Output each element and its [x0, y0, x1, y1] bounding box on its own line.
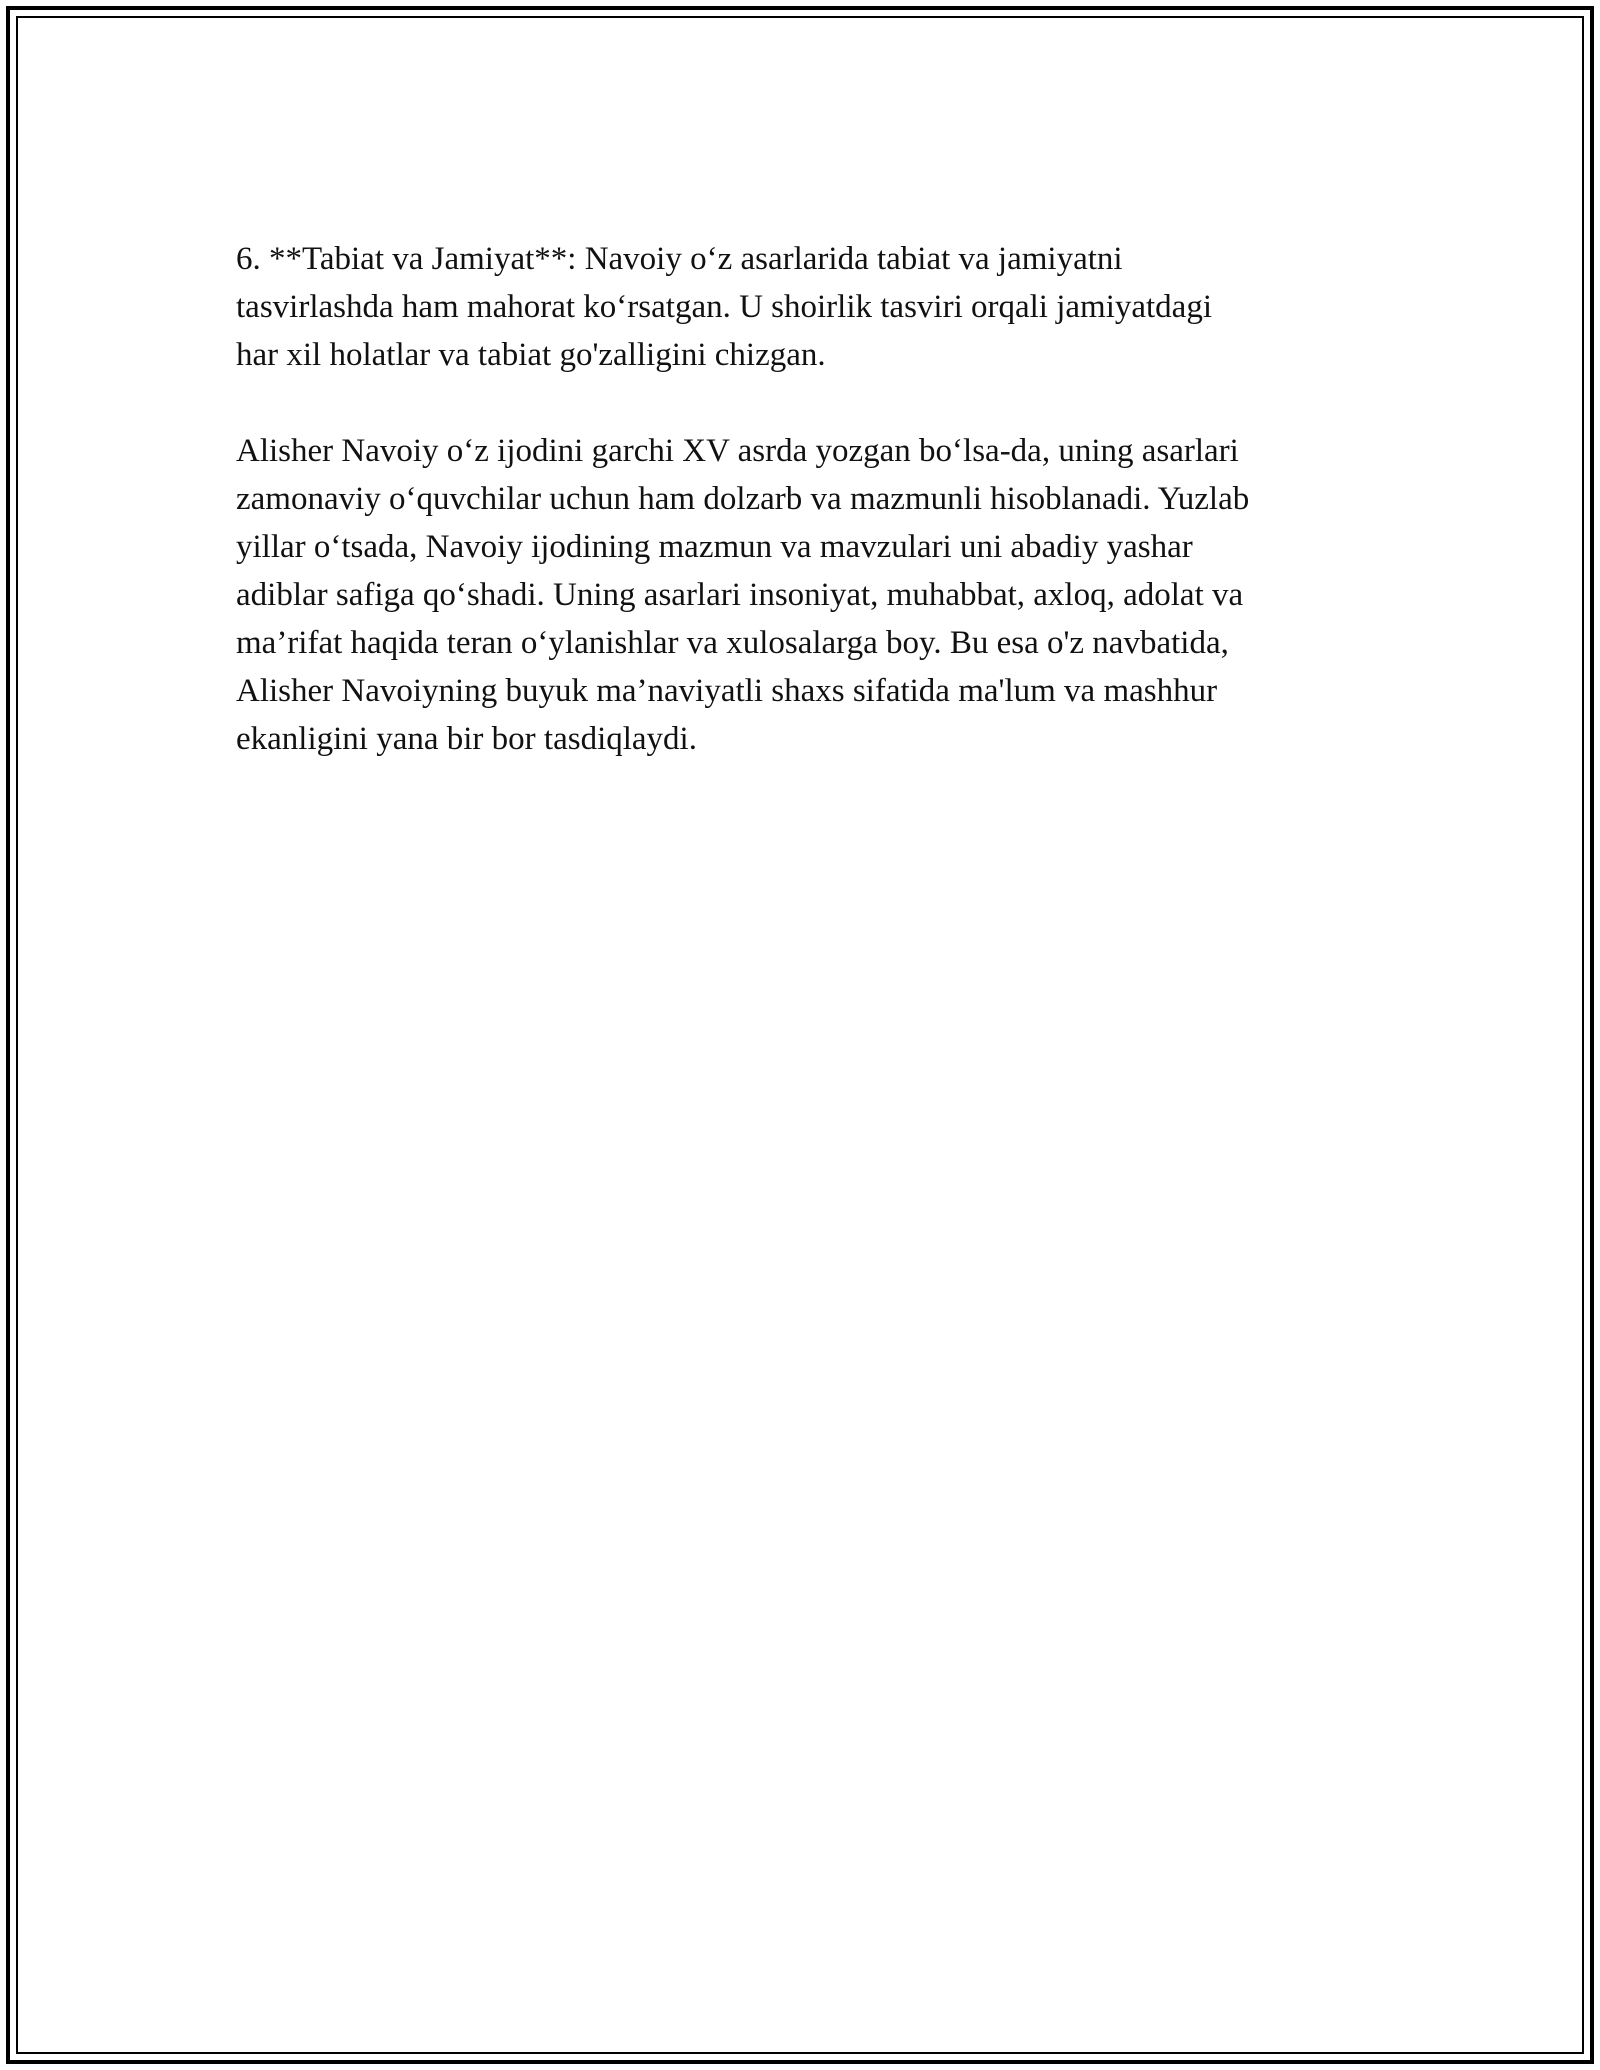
text-line: tasvirlashda ham mahorat ko‘rsatgan. U shoirlik tasviri orqali jamiyatdagi — [236, 289, 1212, 325]
text-line: 6. **Tabiat va Jamiyat**: Navoiy o‘z asarlarida tabiat va jamiyatni — [236, 241, 1123, 277]
text-line: ekanligini yana bir bor tasdiqlaydi. — [236, 721, 697, 757]
text-line: Alisher Navoiyning buyuk ma’naviyatli shaxs sifatida ma'lum va mashhur — [236, 673, 1218, 709]
text-line: Alisher Navoiy o‘z ijodini garchi XV asrda yozgan bo‘lsa-da, uning asarlari — [236, 433, 1239, 469]
document-body — [236, 235, 1366, 763]
paragraph-conclusion — [236, 427, 1366, 763]
text-line: yillar o‘tsada, Navoiy ijodining mazmun va mavzulari uni abadiy yashar — [236, 529, 1193, 565]
text-line: zamonaviy o‘quvchilar uchun ham dolzarb va mazmunli hisoblanadi. Yuzlab — [236, 481, 1250, 517]
text-line: har xil holatlar va tabiat go'zalligini chizgan. — [236, 337, 826, 373]
text-line: ma’rifat haqida teran o‘ylanishlar va xulosalarga boy. Bu esa o'z navbatida, — [236, 625, 1229, 661]
paragraph-tabiat-va-jamiyat — [236, 235, 1366, 379]
text-line: adiblar safiga qo‘shadi. Uning asarlari insoniyat, muhabbat, axloq, adolat va — [236, 577, 1244, 613]
paragraph-gap — [236, 379, 1366, 427]
